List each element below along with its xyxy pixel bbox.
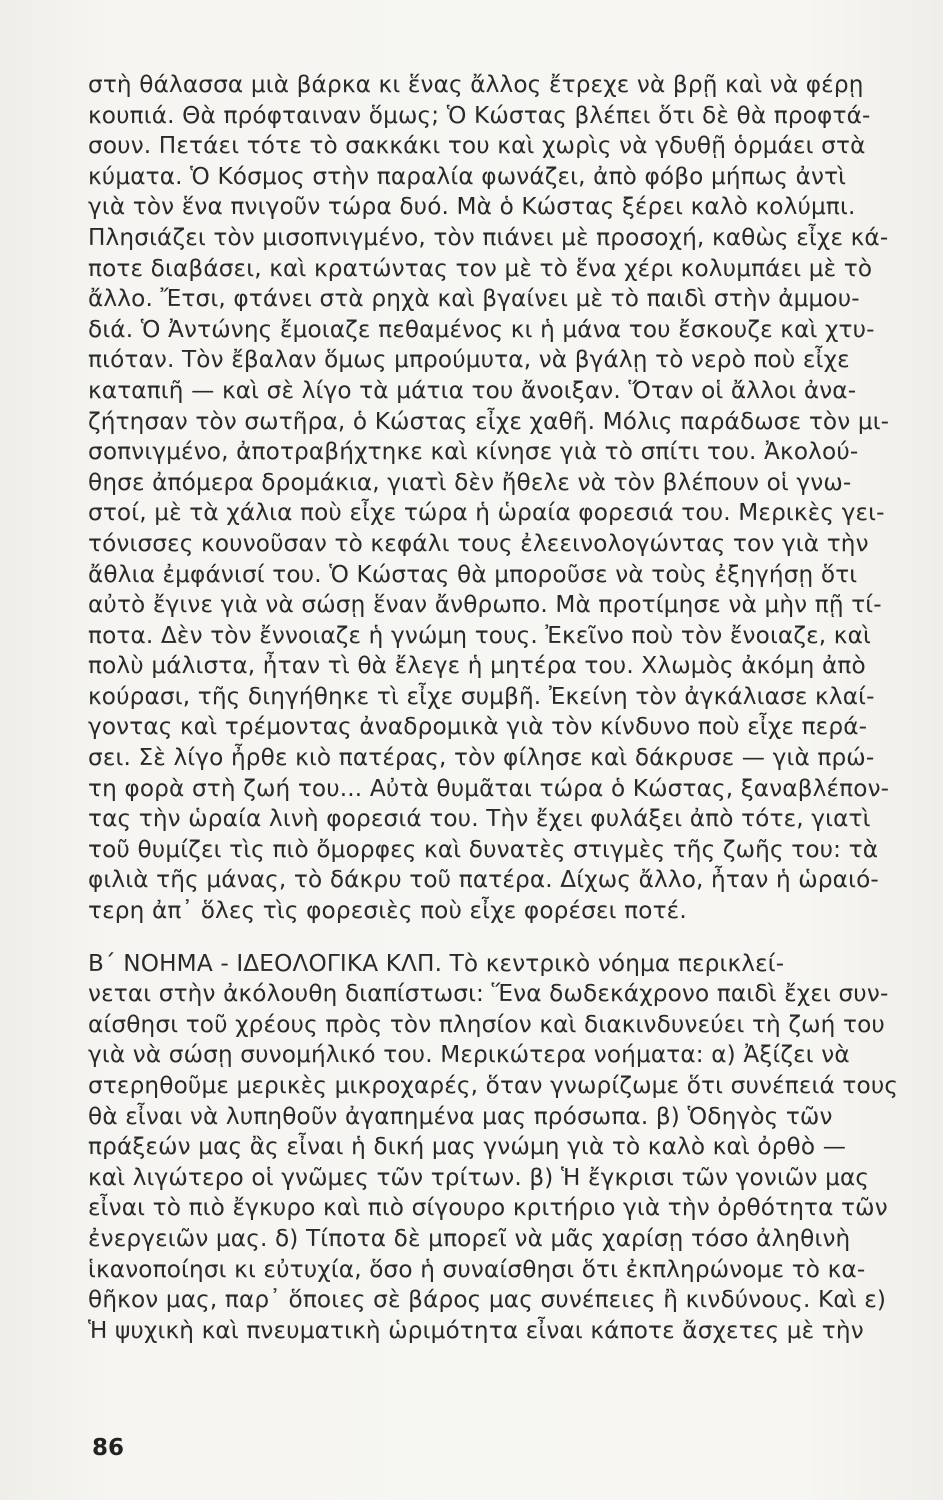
text-line: κύματα. Ὁ Κόσμος στὴν παραλία φωνάζει, ἀπὸ φόβο μήπως ἀντὶ: [88, 162, 847, 190]
text-line: σουν. Πετάει τότε τὸ σακκάκι του καὶ χωρὶς νὰ γδυθῇ ὁρμάει στὰ: [88, 132, 866, 160]
text-line: στὴ θάλασσα μιὰ βάρκα κι ἕνας ἄλλος ἔτρεχε νὰ βρῇ καὶ νὰ φέρῃ: [88, 71, 864, 98]
text-line: καταπιῆ — καὶ σὲ λίγο τὰ μάτια του ἄνοιξαν. Ὅταν οἱ ἄλλοι ἀνα-: [88, 376, 857, 404]
paragraph-spacer: [88, 927, 940, 949]
text-line: πολὺ μάλιστα, ἦταν τὶ θὰ ἔλεγε ἡ μητέρα του. Χλωμὸς ἀκόμη ἀπὸ: [88, 652, 866, 680]
text-line: πιόταν. Τὸν ἔβαλαν ὅμως μπρούμυτα, νὰ βγάλῃ τὸ νερὸ ποὺ εἶχε: [88, 346, 850, 374]
text-line: θὰ εἶναι νὰ λυπηθοῦν ἀγαπημένα μας πρόσωπα. β) Ὁδηγὸς τῶν: [88, 1102, 833, 1130]
body-text: [88, 70, 940, 1346]
text-line: σει. Σὲ λίγο ἦρθε κιὸ πατέρας, τὸν φίλησε καὶ δάκρυσε — γιὰ πρώ-: [88, 744, 875, 772]
text-line: γιὰ τὸν ἕνα πνιγοῦν τώρα δυό. Μὰ ὁ Κώστας ξέρει καλὸ κολύμπι.: [88, 193, 856, 221]
text-line: ζήτησαν τὸν σωτῆρα, ὁ Κώστας εἶχε χαθῆ. Μόλις παράδωσε τὸν μι-: [88, 407, 890, 435]
text-line: ἱκανοποίησι κι εὐτυχία, ὅσο ἡ συναίσθησι ὅτι ἐκπληρώνομε τὸ κα-: [88, 1255, 866, 1283]
section-heading-line: Β΄ ΝΟΗΜΑ - ΙΔΕΟΛΟΓΙΚΑ ΚΛΠ. Τὸ κεντρικὸ νόημα περικλεί-: [88, 949, 785, 977]
text-line: τοῦ θυμίζει τὶς πιὸ ὄμορφες καὶ δυνατὲς στιγμὲς τῆς ζωῆς του: τὰ: [88, 835, 879, 863]
text-line: κουπιά. Θὰ πρόφταιναν ὅμως; Ὁ Κώστας βλέπει ὅτι δὲ θὰ προφτά-: [88, 101, 871, 129]
text-line: Ἡ ψυχικὴ καὶ πνευματικὴ ὡριμότητα εἶναι κάποτε ἄσχετες μὲ τὴν: [88, 1316, 864, 1344]
text-line: τας τὴν ὡραία λινὴ φορεσιά του. Τὴν ἔχει φυλάξει ἀπὸ τότε, γιατὶ: [88, 805, 871, 833]
page-number: 86: [92, 1435, 125, 1461]
text-line: ἄθλια ἐμφάνισί του. Ὁ Κώστας θὰ μποροῦσε νὰ τοὺς ἐξηγήσῃ ὅτι: [88, 560, 858, 588]
text-line: αὐτὸ ἔγινε γιὰ νὰ σώσῃ ἕναν ἄνθρωπο. Μὰ προτίμησε νὰ μὴν πῇ τί-: [88, 591, 882, 619]
paragraph-meaning: [88, 949, 940, 1347]
text-line: γιὰ νὰ σώσῃ συνομήλικό του. Μερικώτερα νοήματα: α) Ἀξίζει νὰ: [88, 1041, 850, 1069]
text-line: Πλησιάζει τὸν μισοπνιγμένο, τὸν πιάνει μὲ προσοχή, καθὼς εἶχε κά-: [88, 223, 889, 251]
paragraph-narrative: [88, 70, 940, 927]
text-line: νεται στὴν ἀκόλουθη διαπίστωσι: Ἕνα δωδεκάχρονο παιδὶ ἔχει συν-: [88, 980, 889, 1008]
text-line: θῆκον μας, παρ᾽ ὅποιες σὲ βάρος μας συνέπειες ἢ κινδύνους. Καὶ ε): [88, 1286, 887, 1314]
text-line: καὶ λιγώτερο οἱ γνῶμες τῶν τρίτων. β) Ἡ ἔγκρισι τῶν γονιῶν μας: [88, 1163, 870, 1191]
text-line: τη φορὰ στὴ ζωή του... Αὐτὰ θυμᾶται τώρα ὁ Κώστας, ξαναβλέπον-: [88, 774, 890, 802]
text-line: διά. Ὁ Ἀντώνης ἔμοιαζε πεθαμένος κι ἡ μάνα του ἔσκουζε καὶ χτυ-: [88, 315, 875, 343]
text-line: κούρασι, τῆς διηγήθηκε τὶ εἶχε συμβῆ. Ἐκείνη τὸν ἀγκάλιασε κλαί-: [88, 682, 875, 710]
text-line: πράξεών μας ἂς εἶναι ἡ δική μας γνώμη γιὰ τὸ καλὸ καὶ ὀρθὸ —: [88, 1133, 847, 1161]
text-line: φιλιὰ τῆς μάνας, τὸ δάκρυ τοῦ πατέρα. Δίχως ἄλλο, ἦταν ἡ ὡραιό-: [88, 866, 879, 894]
text-line: αίσθησι τοῦ χρέους πρὸς τὸν πλησίον καὶ διακινδυνεύει τὴ ζωή του: [88, 1010, 885, 1038]
text-line: ἄλλο. Ἔτσι, φτάνει στὰ ρηχὰ καὶ βγαίνει μὲ τὸ παιδὶ στὴν ἀμμου-: [88, 285, 860, 313]
text-line: στοί, μὲ τὰ χάλια ποὺ εἶχε τώρα ἡ ὡραία φορεσιά του. Μερικὲς γει-: [88, 499, 885, 527]
text-line: στερηθοῦμε μερικὲς μικροχαρές, ὅταν γνωρίζωμε ὅτι συνέπειά τους: [88, 1072, 899, 1099]
text-line: σοπνιγμένο, ἀποτραβήχτηκε καὶ κίνησε γιὰ τὸ σπίτι του. Ἀκολού-: [88, 438, 859, 466]
text-line: γοντας καὶ τρέμοντας ἀναδρομικὰ γιὰ τὸν κίνδυνο ποὺ εἶχε περά-: [88, 713, 868, 741]
text-line: τόνισσες κουνοῦσαν τὸ κεφάλι τους ἐλεεινολογώντας τον γιὰ τὴν: [88, 529, 869, 557]
text-line: εἶναι τὸ πιὸ ἔγκυρο καὶ πιὸ σίγουρο κριτήριο γιὰ τὴν ὀρθότητα τῶν: [88, 1194, 888, 1222]
text-line: τερη ἀπ᾽ ὅλες τὶς φορεσιὲς ποὺ εἶχε φορέσει ποτέ.: [88, 897, 687, 925]
text-line: ποτε διαβάσει, καὶ κρατώντας τον μὲ τὸ ἕνα χέρι κολυμπάει μὲ τὸ: [88, 254, 873, 282]
text-line: θησε ἀπόμερα δρομάκια, γιατὶ δὲν ἤθελε νὰ τὸν βλέπουν οἱ γνω-: [88, 468, 852, 496]
text-line: ἐνεργειῶν μας. δ) Τίποτα δὲ μπορεῖ νὰ μᾶς χαρίσῃ τόσο ἀληθινὴ: [88, 1224, 851, 1252]
text-line: ποτα. Δὲν τὸν ἔννοιαζε ἡ γνώμη τους. Ἐκεῖνο ποὺ τὸν ἔνοιαζε, καὶ: [88, 621, 871, 649]
